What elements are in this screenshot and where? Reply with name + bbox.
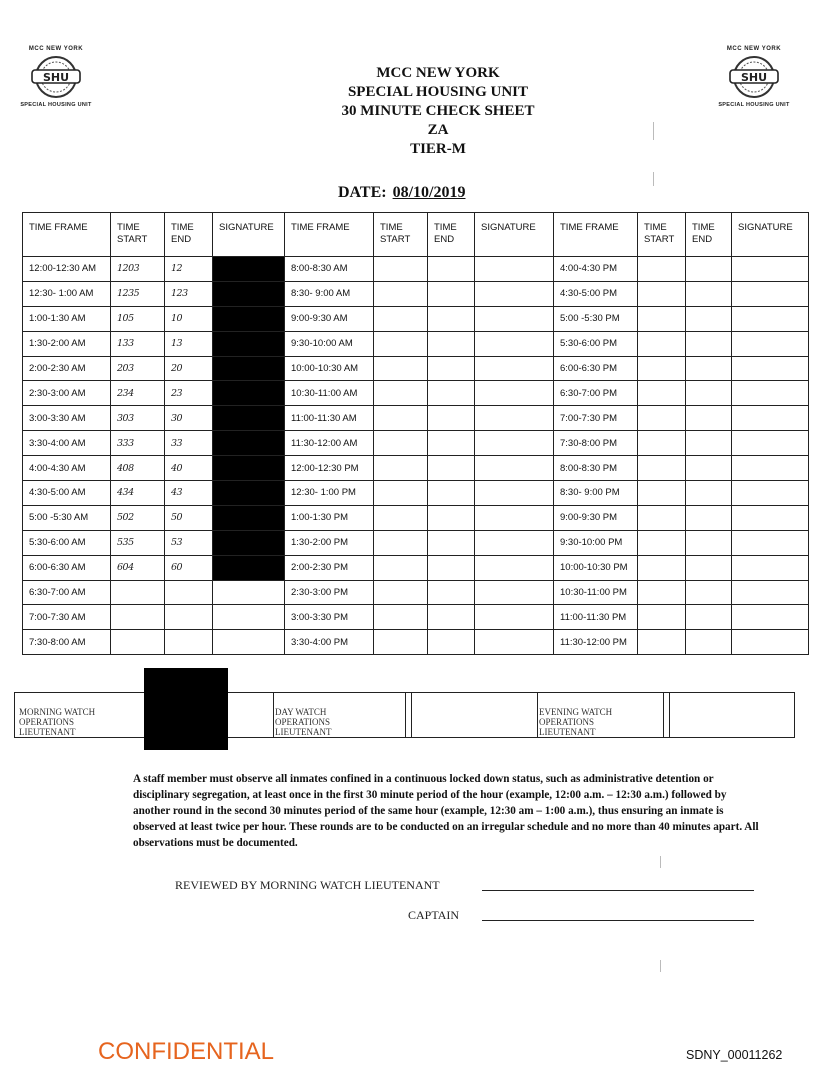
column-header: TIME END bbox=[165, 213, 213, 257]
handwritten-time-start: 535 bbox=[111, 530, 165, 555]
table-cell bbox=[732, 356, 809, 381]
table-cell bbox=[638, 605, 686, 630]
table-cell bbox=[374, 431, 428, 456]
table-cell bbox=[475, 406, 554, 431]
divider bbox=[537, 693, 538, 737]
table-cell bbox=[732, 580, 809, 605]
time-frame-cell: 3:30-4:00 PM bbox=[285, 630, 374, 655]
table-cell bbox=[213, 630, 285, 655]
redacted-signature bbox=[213, 505, 285, 530]
time-frame-cell: 7:00-7:30 PM bbox=[554, 406, 638, 431]
table-row bbox=[23, 381, 809, 406]
handwritten-time-start: 502 bbox=[111, 505, 165, 530]
time-frame-cell: 4:30-5:00 PM bbox=[554, 281, 638, 306]
handwritten-time-end: 53 bbox=[165, 530, 213, 555]
column-header: TIME START bbox=[638, 213, 686, 257]
table-row bbox=[23, 605, 809, 630]
header-range: ZA bbox=[427, 122, 449, 138]
handwritten-time-end bbox=[165, 605, 213, 630]
time-frame-cell: 12:30- 1:00 PM bbox=[285, 481, 374, 506]
redacted-signature bbox=[213, 381, 285, 406]
table-cell bbox=[638, 406, 686, 431]
divider bbox=[273, 693, 274, 737]
table-cell bbox=[686, 530, 732, 555]
date-line bbox=[338, 184, 465, 202]
redacted-signature bbox=[213, 281, 285, 306]
time-frame-cell: 6:30-7:00 AM bbox=[23, 580, 111, 605]
column-header: TIME FRAME bbox=[554, 213, 638, 257]
table-cell bbox=[475, 281, 554, 306]
table-row bbox=[23, 530, 809, 555]
table-cell bbox=[475, 431, 554, 456]
redaction-block bbox=[144, 668, 228, 750]
redacted-signature bbox=[213, 306, 285, 331]
table-cell bbox=[638, 257, 686, 282]
redacted-signature bbox=[213, 356, 285, 381]
morning-lieutenant-label: MORNING WATCH OPERATIONS LIEUTENANT bbox=[19, 707, 96, 737]
table-cell bbox=[475, 331, 554, 356]
column-header: TIME START bbox=[111, 213, 165, 257]
table-cell bbox=[374, 406, 428, 431]
time-frame-cell: 1:30-2:00 AM bbox=[23, 331, 111, 356]
handwritten-time-start: 303 bbox=[111, 406, 165, 431]
table-cell bbox=[475, 555, 554, 580]
table-cell bbox=[686, 431, 732, 456]
table-cell bbox=[428, 306, 475, 331]
shu-emblem-icon bbox=[28, 54, 84, 100]
table-cell bbox=[732, 331, 809, 356]
redacted-signature bbox=[213, 331, 285, 356]
time-frame-cell: 2:30-3:00 AM bbox=[23, 381, 111, 406]
table-cell bbox=[638, 580, 686, 605]
table-cell bbox=[732, 481, 809, 506]
emblem-text: SHU bbox=[740, 71, 768, 84]
table-cell bbox=[374, 381, 428, 406]
logo-bottom-text: SPECIAL HOUSING UNIT bbox=[718, 102, 790, 108]
handwritten-time-end bbox=[165, 580, 213, 605]
column-header: TIME END bbox=[686, 213, 732, 257]
handwritten-time-start: 434 bbox=[111, 481, 165, 506]
handwritten-time-end: 20 bbox=[165, 356, 213, 381]
table-row bbox=[23, 431, 809, 456]
redacted-signature bbox=[213, 456, 285, 481]
time-frame-cell: 2:00-2:30 PM bbox=[285, 555, 374, 580]
time-frame-cell: 2:30-3:00 PM bbox=[285, 580, 374, 605]
table-cell bbox=[732, 630, 809, 655]
table-cell bbox=[428, 257, 475, 282]
table-cell bbox=[428, 456, 475, 481]
logo-right bbox=[706, 46, 802, 108]
scan-artifact bbox=[660, 960, 661, 972]
day-lieutenant-label: DAY WATCH OPERATIONS LIEUTENANT bbox=[275, 707, 332, 737]
table-row bbox=[23, 306, 809, 331]
table-cell bbox=[475, 257, 554, 282]
table-cell bbox=[374, 580, 428, 605]
table-cell bbox=[475, 356, 554, 381]
scan-artifact bbox=[660, 856, 661, 868]
table-cell bbox=[732, 505, 809, 530]
handwritten-time-end: 10 bbox=[165, 306, 213, 331]
table-cell bbox=[686, 555, 732, 580]
scan-artifact bbox=[653, 122, 654, 140]
column-header: TIME FRAME bbox=[23, 213, 111, 257]
table-cell bbox=[732, 281, 809, 306]
table-cell bbox=[686, 505, 732, 530]
redacted-signature bbox=[213, 555, 285, 580]
handwritten-time-end: 60 bbox=[165, 555, 213, 580]
table-cell bbox=[475, 630, 554, 655]
header-sheet-title: 30 MINUTE CHECK SHEET bbox=[341, 103, 535, 119]
table-cell bbox=[638, 431, 686, 456]
time-frame-cell: 3:00-3:30 AM bbox=[23, 406, 111, 431]
handwritten-time-start bbox=[111, 605, 165, 630]
time-frame-cell: 11:30-12:00 AM bbox=[285, 431, 374, 456]
header-facility: MCC NEW YORK bbox=[376, 65, 500, 81]
time-frame-cell: 9:30-10:00 PM bbox=[554, 530, 638, 555]
handwritten-time-end: 12 bbox=[165, 257, 213, 282]
redacted-signature bbox=[213, 406, 285, 431]
table-header-row bbox=[23, 213, 809, 257]
lieutenant-signoff-box bbox=[14, 692, 795, 738]
table-cell bbox=[374, 331, 428, 356]
time-frame-cell: 11:30-12:00 PM bbox=[554, 630, 638, 655]
time-frame-cell: 5:00 -5:30 PM bbox=[554, 306, 638, 331]
captain-signature-line bbox=[482, 920, 754, 921]
table-cell bbox=[428, 580, 475, 605]
time-frame-cell: 12:00-12:30 AM bbox=[23, 257, 111, 282]
table-cell bbox=[686, 580, 732, 605]
bates-number: SDNY_00011262 bbox=[686, 1048, 783, 1062]
time-frame-cell: 7:30-8:00 PM bbox=[554, 431, 638, 456]
divider bbox=[669, 693, 670, 737]
time-frame-cell: 9:00-9:30 AM bbox=[285, 306, 374, 331]
time-frame-cell: 4:00-4:30 PM bbox=[554, 257, 638, 282]
table-cell bbox=[213, 580, 285, 605]
table-cell bbox=[686, 406, 732, 431]
time-frame-cell: 10:00-10:30 PM bbox=[554, 555, 638, 580]
handwritten-time-end: 40 bbox=[165, 456, 213, 481]
handwritten-time-end: 50 bbox=[165, 505, 213, 530]
time-frame-cell: 12:30- 1:00 AM bbox=[23, 281, 111, 306]
table-row bbox=[23, 257, 809, 282]
logo-top-text: MCC NEW YORK bbox=[726, 46, 782, 52]
table-cell bbox=[475, 306, 554, 331]
time-frame-cell: 6:30-7:00 PM bbox=[554, 381, 638, 406]
time-frame-cell: 10:30-11:00 AM bbox=[285, 381, 374, 406]
table-cell bbox=[475, 605, 554, 630]
table-cell bbox=[374, 555, 428, 580]
table-cell bbox=[374, 530, 428, 555]
table-cell bbox=[638, 381, 686, 406]
handwritten-time-start bbox=[111, 630, 165, 655]
time-frame-cell: 10:00-10:30 AM bbox=[285, 356, 374, 381]
reviewed-signature-line bbox=[482, 890, 754, 891]
handwritten-time-start: 1203 bbox=[111, 257, 165, 282]
time-frame-cell: 11:00-11:30 PM bbox=[554, 605, 638, 630]
time-frame-cell: 9:00-9:30 PM bbox=[554, 505, 638, 530]
table-cell bbox=[374, 505, 428, 530]
table-cell bbox=[374, 356, 428, 381]
table-cell bbox=[638, 555, 686, 580]
logo-left bbox=[8, 46, 104, 108]
handwritten-time-end bbox=[165, 630, 213, 655]
table-cell bbox=[638, 331, 686, 356]
table-row bbox=[23, 630, 809, 655]
emblem-text: SHU bbox=[42, 71, 70, 84]
table-row bbox=[23, 481, 809, 506]
time-frame-cell: 3:00-3:30 PM bbox=[285, 605, 374, 630]
table-cell bbox=[475, 456, 554, 481]
table-body bbox=[23, 257, 809, 655]
time-frame-cell: 1:00-1:30 PM bbox=[285, 505, 374, 530]
column-header: SIGNATURE bbox=[475, 213, 554, 257]
divider bbox=[411, 693, 412, 737]
table-cell bbox=[428, 630, 475, 655]
date-label: DATE: bbox=[338, 184, 387, 201]
table-row bbox=[23, 505, 809, 530]
table-cell bbox=[374, 605, 428, 630]
redacted-signature bbox=[213, 257, 285, 282]
table-cell bbox=[732, 381, 809, 406]
handwritten-time-start: 234 bbox=[111, 381, 165, 406]
handwritten-time-start: 333 bbox=[111, 431, 165, 456]
table-cell bbox=[686, 306, 732, 331]
table-cell bbox=[686, 257, 732, 282]
table-row bbox=[23, 331, 809, 356]
table-cell bbox=[732, 605, 809, 630]
divider bbox=[663, 693, 664, 737]
divider bbox=[405, 693, 406, 737]
table-cell bbox=[374, 630, 428, 655]
table-cell bbox=[686, 630, 732, 655]
table-cell bbox=[428, 331, 475, 356]
handwritten-time-start: 203 bbox=[111, 356, 165, 381]
time-frame-cell: 12:00-12:30 PM bbox=[285, 456, 374, 481]
table-cell bbox=[638, 281, 686, 306]
check-table bbox=[22, 212, 809, 655]
table-cell bbox=[686, 456, 732, 481]
time-frame-cell: 3:30-4:00 AM bbox=[23, 431, 111, 456]
table-cell bbox=[428, 505, 475, 530]
handwritten-time-start bbox=[111, 580, 165, 605]
table-cell bbox=[374, 281, 428, 306]
time-frame-cell: 8:30- 9:00 AM bbox=[285, 281, 374, 306]
table-cell bbox=[428, 481, 475, 506]
time-frame-cell: 6:00-6:30 AM bbox=[23, 555, 111, 580]
table-cell bbox=[374, 456, 428, 481]
time-frame-cell: 4:00-4:30 AM bbox=[23, 456, 111, 481]
confidential-stamp: CONFIDENTIAL bbox=[98, 1038, 275, 1065]
table-cell bbox=[475, 580, 554, 605]
table-cell bbox=[638, 505, 686, 530]
time-frame-cell: 5:30-6:00 AM bbox=[23, 530, 111, 555]
table-cell bbox=[428, 406, 475, 431]
table-cell bbox=[638, 481, 686, 506]
table-cell bbox=[686, 381, 732, 406]
handwritten-time-end: 30 bbox=[165, 406, 213, 431]
table-cell bbox=[213, 605, 285, 630]
table-cell bbox=[428, 431, 475, 456]
table-cell bbox=[475, 505, 554, 530]
table-cell bbox=[732, 555, 809, 580]
table-cell bbox=[638, 630, 686, 655]
table-cell bbox=[686, 481, 732, 506]
handwritten-time-start: 105 bbox=[111, 306, 165, 331]
redacted-signature bbox=[213, 530, 285, 555]
table-cell bbox=[732, 306, 809, 331]
column-header: SIGNATURE bbox=[213, 213, 285, 257]
handwritten-time-end: 123 bbox=[165, 281, 213, 306]
table-row bbox=[23, 356, 809, 381]
evening-lieutenant-label: EVENING WATCH OPERATIONS LIEUTENANT bbox=[539, 707, 613, 737]
table-row bbox=[23, 456, 809, 481]
shu-emblem-icon bbox=[726, 54, 782, 100]
logo-bottom-text: SPECIAL HOUSING UNIT bbox=[20, 102, 92, 108]
logo-top-text: MCC NEW YORK bbox=[28, 46, 84, 52]
table-row bbox=[23, 580, 809, 605]
table-cell bbox=[732, 431, 809, 456]
table-cell bbox=[686, 331, 732, 356]
column-header: TIME END bbox=[428, 213, 475, 257]
table-cell bbox=[732, 456, 809, 481]
table-cell bbox=[374, 306, 428, 331]
table-cell bbox=[428, 281, 475, 306]
table-cell bbox=[686, 281, 732, 306]
document-header bbox=[238, 64, 638, 159]
column-header: TIME FRAME bbox=[285, 213, 374, 257]
column-header: SIGNATURE bbox=[732, 213, 809, 257]
table-cell bbox=[732, 257, 809, 282]
table-row bbox=[23, 555, 809, 580]
header-unit: SPECIAL HOUSING UNIT bbox=[347, 84, 529, 100]
table-cell bbox=[374, 257, 428, 282]
redacted-signature bbox=[213, 431, 285, 456]
table-row bbox=[23, 281, 809, 306]
handwritten-time-start: 604 bbox=[111, 555, 165, 580]
time-frame-cell: 5:00 -5:30 AM bbox=[23, 505, 111, 530]
time-frame-cell: 4:30-5:00 AM bbox=[23, 481, 111, 506]
table-cell bbox=[428, 605, 475, 630]
time-frame-cell: 10:30-11:00 PM bbox=[554, 580, 638, 605]
table-row bbox=[23, 406, 809, 431]
date-value: 08/10/2019 bbox=[392, 184, 466, 201]
table-cell bbox=[638, 530, 686, 555]
reviewed-by-label: REVIEWED BY MORNING WATCH LIEUTENANT bbox=[175, 878, 440, 892]
time-frame-cell: 1:30-2:00 PM bbox=[285, 530, 374, 555]
handwritten-time-start: 408 bbox=[111, 456, 165, 481]
time-frame-cell: 8:00-8:30 AM bbox=[285, 257, 374, 282]
table-cell bbox=[475, 530, 554, 555]
handwritten-time-end: 13 bbox=[165, 331, 213, 356]
table-cell bbox=[475, 381, 554, 406]
time-frame-cell: 9:30-10:00 AM bbox=[285, 331, 374, 356]
time-frame-cell: 7:30-8:00 AM bbox=[23, 630, 111, 655]
table-cell bbox=[428, 356, 475, 381]
time-frame-cell: 7:00-7:30 AM bbox=[23, 605, 111, 630]
table-cell bbox=[732, 530, 809, 555]
handwritten-time-end: 43 bbox=[165, 481, 213, 506]
time-frame-cell: 8:30- 9:00 PM bbox=[554, 481, 638, 506]
redacted-signature bbox=[213, 481, 285, 506]
table-cell bbox=[428, 555, 475, 580]
time-frame-cell: 6:00-6:30 PM bbox=[554, 356, 638, 381]
handwritten-time-end: 23 bbox=[165, 381, 213, 406]
handwritten-time-start: 1235 bbox=[111, 281, 165, 306]
table-cell bbox=[638, 356, 686, 381]
time-frame-cell: 11:00-11:30 AM bbox=[285, 406, 374, 431]
table-cell bbox=[686, 356, 732, 381]
handwritten-time-end: 33 bbox=[165, 431, 213, 456]
table-cell bbox=[686, 605, 732, 630]
time-frame-cell: 5:30-6:00 PM bbox=[554, 331, 638, 356]
table-cell bbox=[732, 406, 809, 431]
table-cell bbox=[475, 481, 554, 506]
table-cell bbox=[374, 481, 428, 506]
time-frame-cell: 2:00-2:30 AM bbox=[23, 356, 111, 381]
column-header: TIME START bbox=[374, 213, 428, 257]
table-cell bbox=[428, 381, 475, 406]
table-cell bbox=[638, 456, 686, 481]
table-cell bbox=[638, 306, 686, 331]
table-cell bbox=[428, 530, 475, 555]
handwritten-time-start: 133 bbox=[111, 331, 165, 356]
captain-label: CAPTAIN bbox=[408, 908, 460, 922]
scan-artifact bbox=[653, 172, 654, 186]
policy-notice: A staff member must observe all inmates confined in a continuous locked down status, such as administrative detention or disciplinary segregation, at least once in the first 30 minute period of the hour (example, 12:00 a.m. – 12:30 a.m.) followed by another round in the second 30 minutes period of the same hour (example, 12:30 am – 1:00 a.m.), thus ensuring an inmate is observed at least twice per hour. These rounds are to be conducted on an irregular schedule and no more than 40 minutes apart. All observations must be documented. bbox=[133, 773, 759, 849]
time-frame-cell: 8:00-8:30 PM bbox=[554, 456, 638, 481]
time-frame-cell: 1:00-1:30 AM bbox=[23, 306, 111, 331]
header-tier: TIER-M bbox=[410, 141, 466, 157]
